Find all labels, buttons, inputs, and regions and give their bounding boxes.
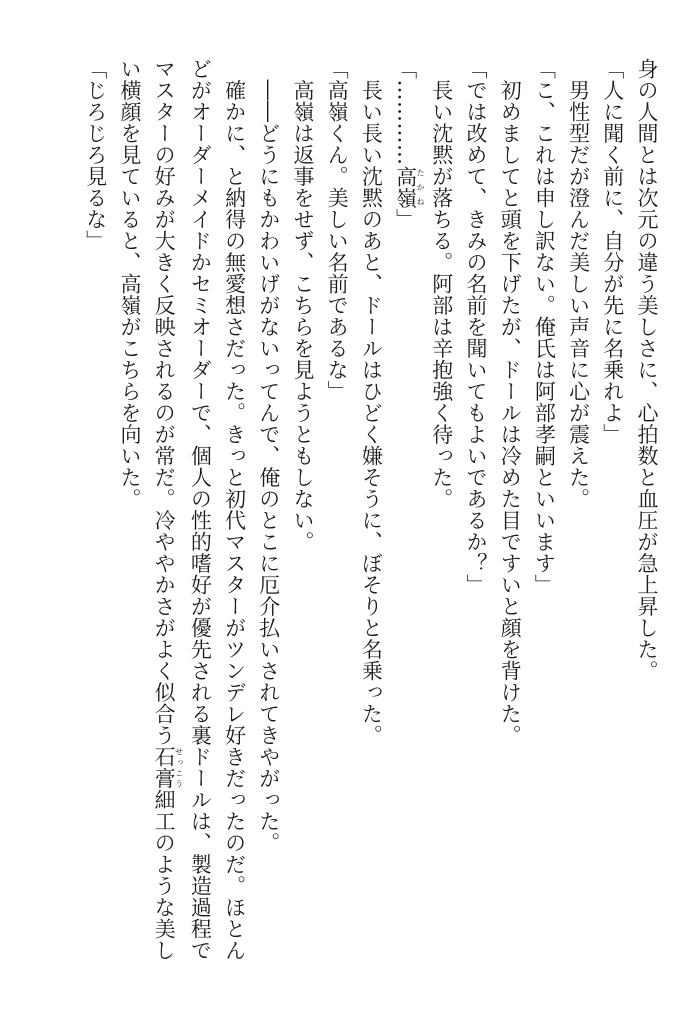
text-line-8-prefix: 「………… bbox=[393, 58, 418, 166]
text-line-11: 高嶺は返事をせず、こちらを見ようともしない。 bbox=[290, 58, 315, 553]
text-line-13: 確かに、と納得の無愛想さだった。きっと初代マスターがツンデレ好きだったのだ。ほとん bbox=[222, 58, 247, 961]
vertical-text-body bbox=[79, 58, 664, 978]
text-line-15-suffix: 細工のような美し bbox=[152, 789, 177, 961]
text-line-8-suffix: 」 bbox=[393, 208, 418, 230]
text-line-15 bbox=[147, 58, 183, 978]
ruby-sekko-base: 石膏 bbox=[152, 746, 177, 789]
text-line-17: 「じろじろ見るな」 bbox=[83, 58, 108, 252]
ruby-takane bbox=[393, 165, 426, 209]
text-line-14: どがオーダーメイドかセミオーダーで、個人の性的嗜好が優先される裏ドールは、製造過程で bbox=[188, 58, 213, 961]
ruby-sekko-reading: せっこう bbox=[174, 746, 184, 789]
text-line-4: 「こ、これは申し訳ない。俺氏は阿部孝嗣といいます」 bbox=[532, 58, 557, 596]
text-line-6: 「では改めて、きみの名前を聞いてもよいであるか？」 bbox=[463, 58, 488, 596]
text-line-8 bbox=[388, 58, 424, 978]
text-line-1: 身の人間とは次元の違う美しさに、心拍数と血圧が急上昇した。 bbox=[635, 58, 659, 682]
ruby-takane-base: 高嶺 bbox=[393, 165, 418, 209]
text-line-10: 「高嶺くん。美しい名前であるな」 bbox=[325, 58, 350, 402]
text-line-5: 初めましてと頭を下げたが、ドールは冷めた目ですいと顔を背けた。 bbox=[498, 58, 523, 746]
text-line-7: 長い沈黙が落ちる。阿部は辛抱強く待った。 bbox=[429, 58, 454, 510]
text-line-9: 長い長い沈黙のあと、ドールはひどく嫌そうに、ぼそりと名乗った。 bbox=[359, 58, 384, 746]
ruby-sekko bbox=[152, 746, 184, 789]
ruby-takane-reading: たかね bbox=[416, 165, 426, 209]
text-line-16: い横顔を見ていると、高嶺がこちらを向いた。 bbox=[117, 58, 142, 510]
text-line-2: 「人に聞く前に、自分が先に名乗れよ」 bbox=[600, 58, 625, 445]
text-line-3: 男性型だが澄んだ美しい声音に心が震えた。 bbox=[566, 58, 591, 510]
text-line-15-prefix: マスターの好みが大きく反映されるのが常だ。冷ややかさがよく似合う bbox=[152, 58, 177, 746]
text-line-12: ――どうにもかわいげがないってんで、俺のとこに厄介払いされてきやがった。 bbox=[256, 58, 281, 854]
